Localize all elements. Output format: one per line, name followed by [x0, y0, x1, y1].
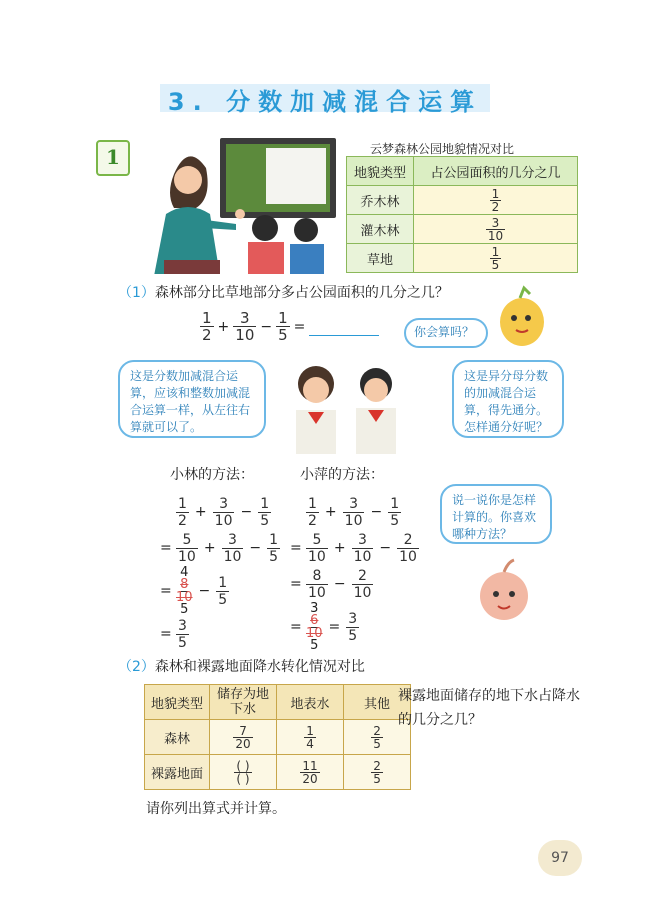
title-banner [160, 76, 490, 120]
landform-area-table [346, 156, 578, 273]
teacher-illustration [140, 132, 340, 274]
xiaolin-steps [160, 494, 280, 652]
reduced-fraction-stack: 3 6 10 5 [306, 600, 323, 653]
question-1: （1）森林部分比草地部分多占公园面积的几分之几？ [118, 285, 449, 301]
table1-header-type: 地貌类型 [347, 157, 414, 186]
table1-caption: 云梦森林公园地貌情况对比 [370, 142, 515, 156]
potato-mascot-icon [494, 284, 550, 350]
blank-fraction-cell[interactable]: $\frac{( )}{( )}$ [210, 755, 277, 790]
instruction: 请你列出算式并计算。 [146, 801, 286, 817]
doll-bubble: 你会算吗？ [404, 318, 488, 348]
xiaoping-method-label: 小萍的方法： [300, 467, 384, 483]
step-line: $\frac{1}{2}$ + $\frac{3}{10}$ − $\frac{1}{5}$ [308, 495, 400, 529]
table2-row-label: 裸露地面 [145, 755, 210, 790]
water-conversion-table [144, 684, 411, 790]
xiaolin-method-label: 小林的方法： [170, 467, 254, 483]
table2-cell: $\frac{2}{5}$ [344, 755, 411, 790]
table2-header: 地貌类型 [145, 685, 210, 720]
table2-row-label: 森林 [145, 720, 210, 755]
example-badge: 1 [96, 140, 130, 176]
step-line: $\frac{1}{2}$ + $\frac{3}{10}$ − $\frac{1}{5}$ [178, 495, 270, 529]
table1-header-fraction: 占公园面积的几分之几 [414, 157, 578, 186]
two-children-illustration [280, 356, 420, 454]
xiaoping-steps [290, 494, 419, 652]
table2-cell: $\frac{7}{20}$ [210, 720, 277, 755]
step-line: = $\frac{3}{5}$ [160, 617, 187, 651]
table2-cell: $\frac{2}{5}$ [344, 720, 411, 755]
step-line: = 4 8 10 5 − $\frac{1}{5}$ [160, 564, 228, 617]
step-line: = 3 6 10 5 = $\frac{3}{5}$ [290, 600, 358, 653]
table1-row-value: $\frac{1}{2}$ [414, 186, 578, 215]
table1-row-value: $\frac{3}{10}$ [414, 215, 578, 244]
side-question: 裸露地面储存的地下水占降水的几分之几？ [398, 688, 580, 728]
step-line: = $\frac{5}{10}$ + $\frac{3}{10}$ − $\frac{2}{10}$ [290, 531, 417, 565]
table2-header: 地表水 [277, 685, 344, 720]
table1-row-label: 乔木林 [347, 186, 414, 215]
table1-row-label: 草地 [347, 244, 414, 273]
page-number: 97 [538, 840, 582, 876]
answer-blank [309, 317, 379, 336]
step-line: = $\frac{8}{10}$ − $\frac{2}{10}$ [290, 567, 372, 601]
expression: $\frac{1}{2}$ + $\frac{3}{10}$ − $\frac{1}{5}$ = [200, 310, 379, 343]
table2-header: 储存为地下水 [210, 685, 277, 720]
table1-row-value: $\frac{1}{5}$ [414, 244, 578, 273]
table2-cell: $\frac{1}{4}$ [277, 720, 344, 755]
step-line: = $\frac{5}{10}$ + $\frac{3}{10}$ − $\frac{1}{5}$ [160, 531, 279, 565]
onion-mascot-icon [472, 556, 536, 626]
page-title: 3. 分数加减混合运算 [167, 88, 483, 116]
left-child-bubble: 这是分数加减混合运算，应该和整数加减混合运算一样，从左往右算就可以了。 [118, 360, 266, 438]
doll2-bubble: 说一说你是怎样计算的。你喜欢哪种方法？ [440, 484, 552, 544]
right-child-bubble: 这是异分母分数的加减混合运算，得先通分。怎样通分好呢？ [452, 360, 564, 438]
reduced-fraction-stack: 4 8 10 5 [176, 564, 193, 617]
table2-cell: $\frac{11}{20}$ [277, 755, 344, 790]
table1-row-label: 灌木林 [347, 215, 414, 244]
question-2: （2）森林和裸露地面降水转化情况对比 [118, 659, 365, 675]
table2-header: 其他 [344, 685, 411, 720]
screen-table [266, 148, 326, 204]
